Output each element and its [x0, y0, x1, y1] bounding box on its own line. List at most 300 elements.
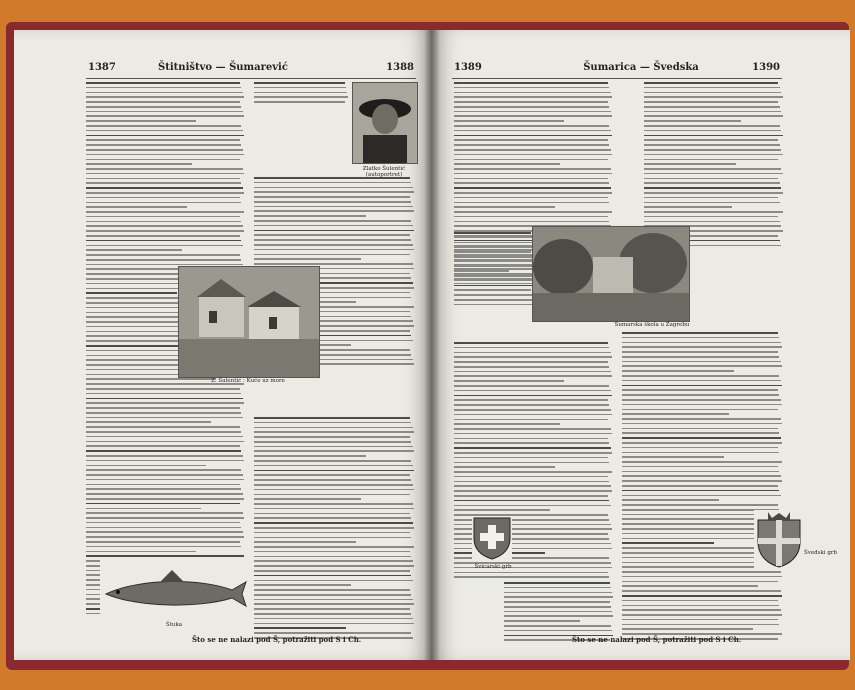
right-running-head: Šumarica — Švedska [583, 62, 699, 73]
text-line [86, 106, 241, 108]
text-line [86, 421, 211, 423]
text-line [622, 495, 781, 497]
text-line [86, 522, 240, 524]
text-line [254, 618, 413, 620]
text-line [86, 445, 240, 447]
text-line [622, 499, 719, 501]
text-line [504, 615, 613, 617]
text-line [254, 513, 410, 515]
text-line [454, 462, 609, 464]
header-rule [86, 78, 416, 79]
text-line [454, 375, 612, 377]
text-line [254, 441, 411, 443]
text-line [622, 437, 781, 439]
left-page [14, 30, 432, 660]
left-running-head: Štitništvo — Šumarević [158, 62, 288, 73]
text-line [86, 412, 241, 414]
fish-caption: Štuka [165, 622, 183, 628]
text-line [254, 599, 413, 601]
text-line [454, 466, 555, 468]
text-line [644, 178, 778, 180]
text-line [504, 601, 610, 603]
text-line [254, 537, 411, 539]
text-line [454, 265, 533, 267]
text-line [644, 168, 781, 170]
text-line [622, 595, 782, 597]
text-line [254, 470, 414, 472]
text-line [454, 342, 608, 344]
text-line [86, 517, 244, 519]
text-line [454, 256, 532, 258]
text-line [454, 168, 611, 170]
text-line [86, 192, 244, 194]
text-line [454, 442, 609, 444]
text-line [254, 474, 410, 476]
text-line [86, 436, 243, 438]
text-line [644, 211, 783, 213]
text-line [622, 418, 781, 420]
text-line [454, 130, 611, 132]
text-line [454, 125, 609, 127]
text-line [504, 625, 611, 627]
text-line [622, 461, 782, 463]
text-line [454, 495, 608, 497]
text-line [86, 82, 240, 84]
text-line [86, 388, 240, 390]
text-line [454, 270, 509, 272]
text-line [86, 555, 244, 557]
text-line [254, 187, 413, 189]
text-block [644, 82, 784, 249]
text-line [454, 490, 612, 492]
text-line [622, 413, 729, 415]
text-line [86, 498, 244, 500]
right-page-number: 1389 [454, 62, 482, 73]
text-line [254, 570, 410, 572]
text-line [504, 620, 580, 622]
text-line [86, 96, 244, 98]
text-line [86, 197, 240, 199]
text-line [454, 101, 608, 103]
forestry-school-photo [532, 226, 690, 322]
text-line [644, 130, 781, 132]
text-line [644, 163, 736, 165]
text-line [622, 628, 753, 630]
text-line [644, 106, 780, 108]
text-line [504, 630, 612, 632]
text-line [454, 471, 612, 473]
text-line [254, 532, 410, 534]
text-line [454, 409, 611, 411]
text-line [644, 197, 778, 199]
text-line [254, 498, 361, 500]
right-page [432, 30, 850, 660]
right-page-header [432, 62, 850, 78]
text-line [254, 546, 414, 548]
text-line [254, 210, 414, 212]
text-block [254, 417, 416, 642]
text-line [622, 490, 779, 492]
text-line [454, 96, 612, 98]
text-line [454, 211, 612, 213]
text-line [86, 393, 241, 395]
text-line [644, 115, 783, 117]
text-line [86, 292, 177, 294]
swedish-arms-caption: Švedski grb [804, 550, 837, 556]
text-line [644, 87, 780, 89]
text-line [622, 356, 779, 358]
text-line [622, 605, 779, 607]
swedish-coat-of-arms [754, 510, 804, 568]
text-line [644, 82, 778, 84]
text-line [454, 221, 609, 223]
swiss-arms-caption: Švicarski grb [474, 564, 512, 570]
text-line [86, 407, 240, 409]
text-line [454, 154, 612, 156]
text-line [622, 342, 781, 344]
text-line [86, 149, 243, 151]
text-line [454, 356, 612, 358]
text-line [454, 380, 564, 382]
text-line [454, 395, 612, 397]
text-line [86, 120, 196, 122]
text-line [622, 475, 781, 477]
text-line [254, 594, 411, 596]
text-line [504, 587, 611, 589]
left-page-header [14, 62, 432, 78]
text-line [454, 304, 533, 306]
text-line [504, 596, 613, 598]
text-line [254, 215, 366, 217]
painting-caption: Z. Šulentić : Kuće uz more [211, 378, 285, 384]
text-line [254, 484, 413, 486]
text-line [644, 216, 778, 218]
text-line [622, 351, 778, 353]
text-line [86, 551, 196, 553]
text-line [454, 414, 612, 416]
text-line [86, 163, 192, 165]
text-line [454, 87, 609, 89]
text-line [622, 346, 782, 348]
text-line [644, 221, 780, 223]
text-line [622, 404, 782, 406]
text-line [254, 220, 411, 222]
text-line [254, 565, 414, 567]
text-line [454, 163, 560, 165]
text-line [622, 452, 779, 454]
text-line [86, 488, 241, 490]
text-line [454, 385, 609, 387]
text-line [454, 423, 560, 425]
text-line [644, 192, 783, 194]
text-line [644, 202, 780, 204]
text-line [254, 460, 411, 462]
text-line [454, 149, 611, 151]
text-line [454, 202, 609, 204]
text-line [622, 581, 778, 583]
text-line [86, 135, 244, 137]
text-line [454, 242, 532, 244]
text-line [622, 361, 781, 363]
text-line [454, 299, 532, 301]
text-line [622, 447, 778, 449]
text-line [254, 446, 413, 448]
text-line [454, 115, 612, 117]
left-footer-note: Što se ne nalazi pod Š, potražiti pod S i Ch. [192, 635, 362, 644]
text-line [622, 542, 714, 544]
text-line [254, 196, 410, 198]
text-line [86, 125, 241, 127]
text-line [254, 239, 411, 241]
text-line [622, 370, 734, 372]
text-line [86, 92, 243, 94]
text-line [622, 385, 782, 387]
text-line [254, 431, 414, 433]
text-line [254, 613, 411, 615]
text-line [644, 101, 778, 103]
text-line [644, 120, 741, 122]
text-line [254, 455, 366, 457]
text-line [86, 173, 244, 175]
text-line [254, 560, 413, 562]
text-line [86, 154, 244, 156]
text-line [644, 187, 781, 189]
text-line [644, 125, 780, 127]
text-line [622, 432, 779, 434]
text-line [86, 159, 240, 161]
text-line [454, 139, 608, 141]
text-line [644, 206, 732, 208]
text-line [86, 168, 243, 170]
text-line [622, 365, 782, 367]
text-line [254, 182, 411, 184]
text-line [622, 399, 781, 401]
text-line [254, 450, 414, 452]
text-line [622, 571, 781, 573]
text-line [454, 428, 611, 430]
text-line [454, 481, 609, 483]
text-line [454, 182, 609, 184]
book-gutter [424, 30, 440, 660]
text-line [454, 361, 608, 363]
text-line [254, 230, 414, 232]
text-line [644, 111, 781, 113]
text-line [254, 417, 410, 419]
text-line [644, 92, 781, 94]
text-line [622, 504, 778, 506]
text-line [254, 436, 410, 438]
text-line [86, 206, 187, 208]
text-line [254, 503, 413, 505]
text-line [254, 206, 413, 208]
text-line [86, 402, 244, 404]
text-line [622, 337, 779, 339]
text-line [454, 294, 532, 296]
text-line [454, 500, 609, 502]
text-line [86, 111, 243, 113]
text-line [86, 144, 241, 146]
text-line [622, 442, 782, 444]
text-line [254, 479, 411, 481]
text-line [86, 187, 243, 189]
text-line [454, 232, 531, 234]
text-line [454, 246, 533, 248]
text-line [454, 173, 612, 175]
text-line [622, 394, 779, 396]
text-line [622, 585, 758, 587]
text-line [454, 509, 550, 511]
text-line [504, 582, 610, 584]
text-line [504, 592, 612, 594]
text-line [86, 259, 241, 261]
text-line [622, 480, 782, 482]
text-line [254, 82, 345, 84]
text-line [454, 505, 611, 507]
text-line [254, 556, 411, 558]
text-line [86, 484, 240, 486]
text-line [86, 182, 241, 184]
text-line [622, 389, 778, 391]
text-line [454, 197, 608, 199]
text-line [504, 606, 611, 608]
text-line [454, 92, 611, 94]
text-line [454, 216, 608, 218]
text-line [454, 371, 611, 373]
text-line [454, 404, 609, 406]
text-line [86, 130, 243, 132]
painting-image [178, 266, 320, 378]
text-line [644, 149, 781, 151]
text-line [622, 409, 778, 411]
text-line [86, 450, 241, 452]
text-line [86, 87, 241, 89]
text-line [454, 135, 612, 137]
text-line [86, 115, 244, 117]
text-line [86, 211, 244, 213]
right-page-number-right: 1390 [752, 62, 780, 73]
text-line [254, 627, 346, 629]
text-line [254, 603, 414, 605]
text-line [454, 106, 609, 108]
text-line [254, 92, 347, 94]
left-page-number-right: 1388 [386, 62, 414, 73]
text-line [622, 619, 778, 621]
text-line [86, 398, 243, 400]
text-line [454, 485, 611, 487]
text-line [254, 101, 345, 103]
text-line [86, 479, 244, 481]
text-line [254, 263, 413, 265]
text-line [254, 608, 410, 610]
text-line [86, 216, 240, 218]
text-line [254, 465, 413, 467]
left-page-number: 1387 [88, 62, 116, 73]
text-line [644, 144, 780, 146]
text-line [86, 225, 243, 227]
text-line [454, 261, 532, 263]
text-line [86, 139, 240, 141]
text-line [622, 456, 724, 458]
swiss-coat-of-arms [472, 516, 512, 560]
text-line [86, 536, 244, 538]
text-line [254, 541, 356, 543]
text-line [254, 234, 410, 236]
text-line [454, 82, 608, 84]
text-line [454, 159, 608, 161]
text-line [644, 182, 780, 184]
text-line [454, 251, 531, 253]
text-line [86, 202, 241, 204]
text-line [86, 249, 182, 251]
text-line [86, 254, 240, 256]
text-line [454, 438, 608, 440]
text-line [454, 399, 608, 401]
text-line [86, 235, 240, 237]
text-line [86, 431, 241, 433]
text-line [622, 624, 779, 626]
text-line [254, 225, 413, 227]
text-line [86, 460, 244, 462]
text-line [86, 245, 243, 247]
text-line [254, 249, 414, 251]
text-line [622, 428, 778, 430]
photo-caption: Šumarska škola u Zagrebu [614, 322, 690, 328]
text-line [86, 221, 241, 223]
text-line [86, 508, 201, 510]
text-line [454, 120, 564, 122]
text-line [86, 541, 240, 543]
text-line [254, 517, 411, 519]
text-line [86, 441, 244, 443]
text-line [454, 187, 611, 189]
text-line [454, 447, 611, 449]
text-block [622, 332, 784, 642]
text-line [254, 632, 411, 634]
text-line [454, 352, 611, 354]
text-line [254, 580, 413, 582]
text-line [254, 201, 411, 203]
text-line [454, 237, 532, 239]
text-line [254, 254, 410, 256]
text-line [454, 111, 611, 113]
text-line [454, 347, 609, 349]
text-line [622, 423, 782, 425]
text-line [454, 476, 608, 478]
text-line [86, 455, 243, 457]
text-line [454, 457, 608, 459]
text-line [86, 493, 243, 495]
text-line [644, 173, 783, 175]
text-line [644, 154, 783, 156]
text-line [454, 280, 532, 282]
text-line [622, 576, 782, 578]
text-line [622, 332, 778, 334]
text-line [504, 611, 612, 613]
text-line [454, 192, 612, 194]
text-line [86, 531, 243, 533]
text-line [254, 427, 413, 429]
text-line [254, 551, 410, 553]
text-line [454, 390, 611, 392]
text-line [644, 135, 783, 137]
text-line [86, 417, 243, 419]
text-line [254, 489, 414, 491]
text-line [454, 452, 612, 454]
text-line [622, 590, 781, 592]
text-line [622, 375, 779, 377]
text-line [622, 380, 781, 382]
text-line [454, 178, 608, 180]
